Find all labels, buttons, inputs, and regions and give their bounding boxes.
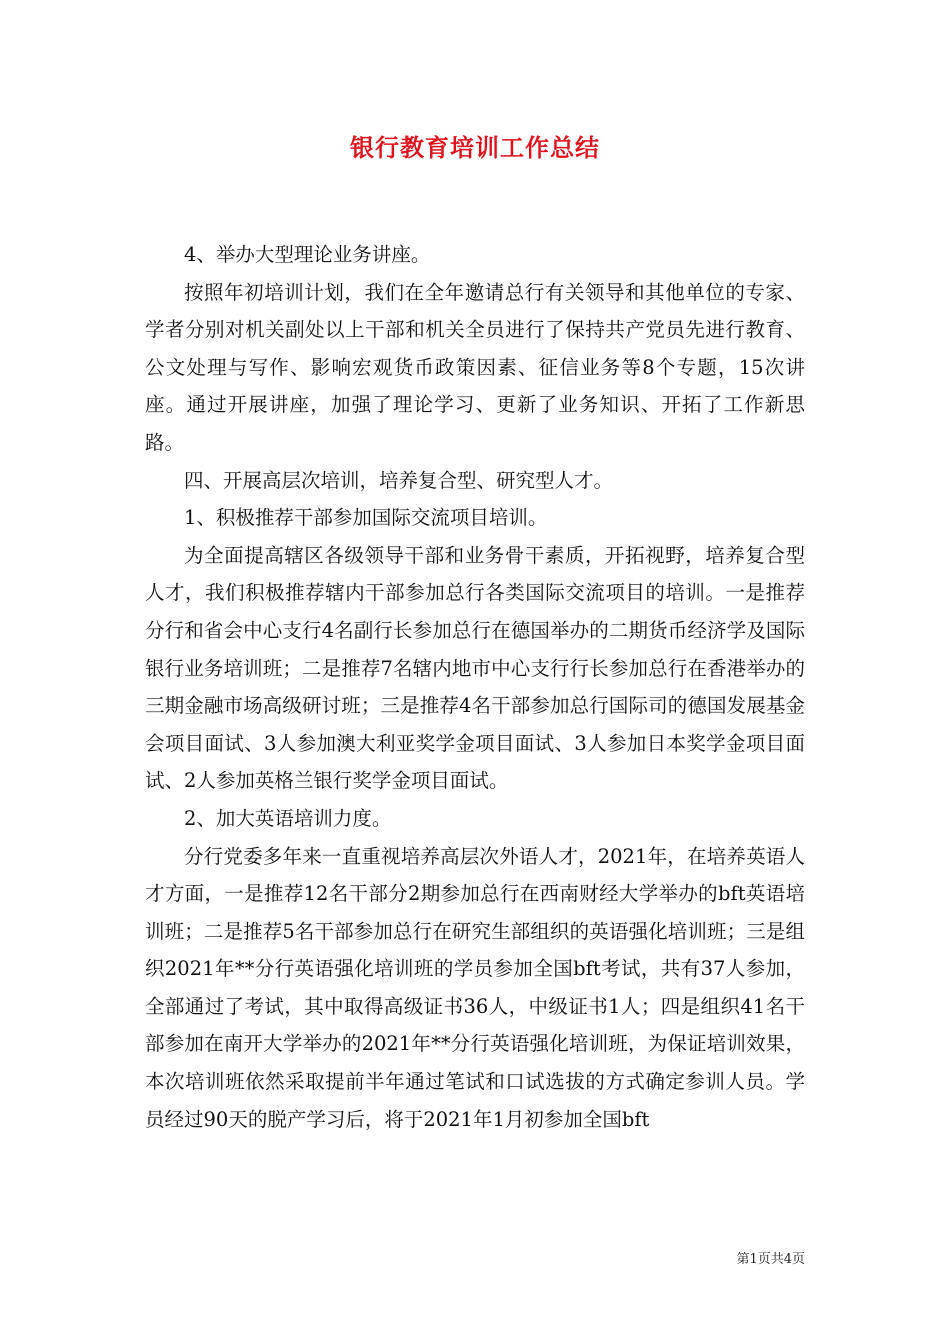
document-body xyxy=(145,236,805,1138)
paragraph-lecture-detail: 按照年初培训计划，我们在全年邀请总行有关领导和其他单位的专家、学者分别对机关副处以上干部和机关全员进行了保持共产党员先进行教育、公文处理与写作、影响宏观货币政策因素、征信业务等8个专题，15次讲座。通过开展讲座，加强了理论学习、更新了业务知识、开拓了工作新思路。 xyxy=(145,280,805,454)
paragraph-english-detail: 分行党委多年来一直重视培养高层次外语人才，2021年，在培养英语人才方面，一是推荐12名干部分2期参加总行在西南财经大学举办的bft英语培训班；二是推荐5名干部参加总行在研究生部组织的英语强化培训班；三是组织2021年**分行英语强化培训班的学员参加全国bft考试，共有37人参加，全部通过了考试，其中取得高级证书36人，中级证书1人；四是组织41名干部参加在南开大学举办的2021年**分行英语强化培训班，为保证培训效果，本次培训班依然采取提前半年通过笔试和口试选拔的方式确定参训人员。学员经过90天的脱产学习后，将于2021年1月初参加全国bft xyxy=(145,844,805,1131)
paragraph-section-four: 四、开展高层次培训，培养复合型、研究型人才。 xyxy=(184,468,614,492)
paragraph-heading-english: 2、加大英语培训力度。 xyxy=(184,806,392,830)
paragraph-heading-international: 1、积极推荐干部参加国际交流项目培训。 xyxy=(184,506,548,530)
page-number: 第1页共4页 xyxy=(736,1252,805,1267)
paragraph-international-detail: 为全面提高辖区各级领导干部和业务骨干素质，开拓视野，培养复合型人才，我们积极推荐辖内干部参加总行各类国际交流项目的培训。一是推荐分行和省会中心支行4名副行长参加总行在德国举办的二期货币经济学及国际银行业务培训班；二是推荐7名辖内地市中心支行行长参加总行在香港举办的三期金融市场高级研讨班；三是推荐4名干部参加总行国际司的德国发展基金会项目面试、3人参加澳大利亚奖学金项目面试、3人参加日本奖学金项目面试、2人参加英格兰银行奖学金项目面试。 xyxy=(145,543,805,793)
document-title: 银行教育培训工作总结 xyxy=(350,133,600,162)
paragraph-heading-lecture: 4、举办大型理论业务讲座。 xyxy=(184,243,431,266)
